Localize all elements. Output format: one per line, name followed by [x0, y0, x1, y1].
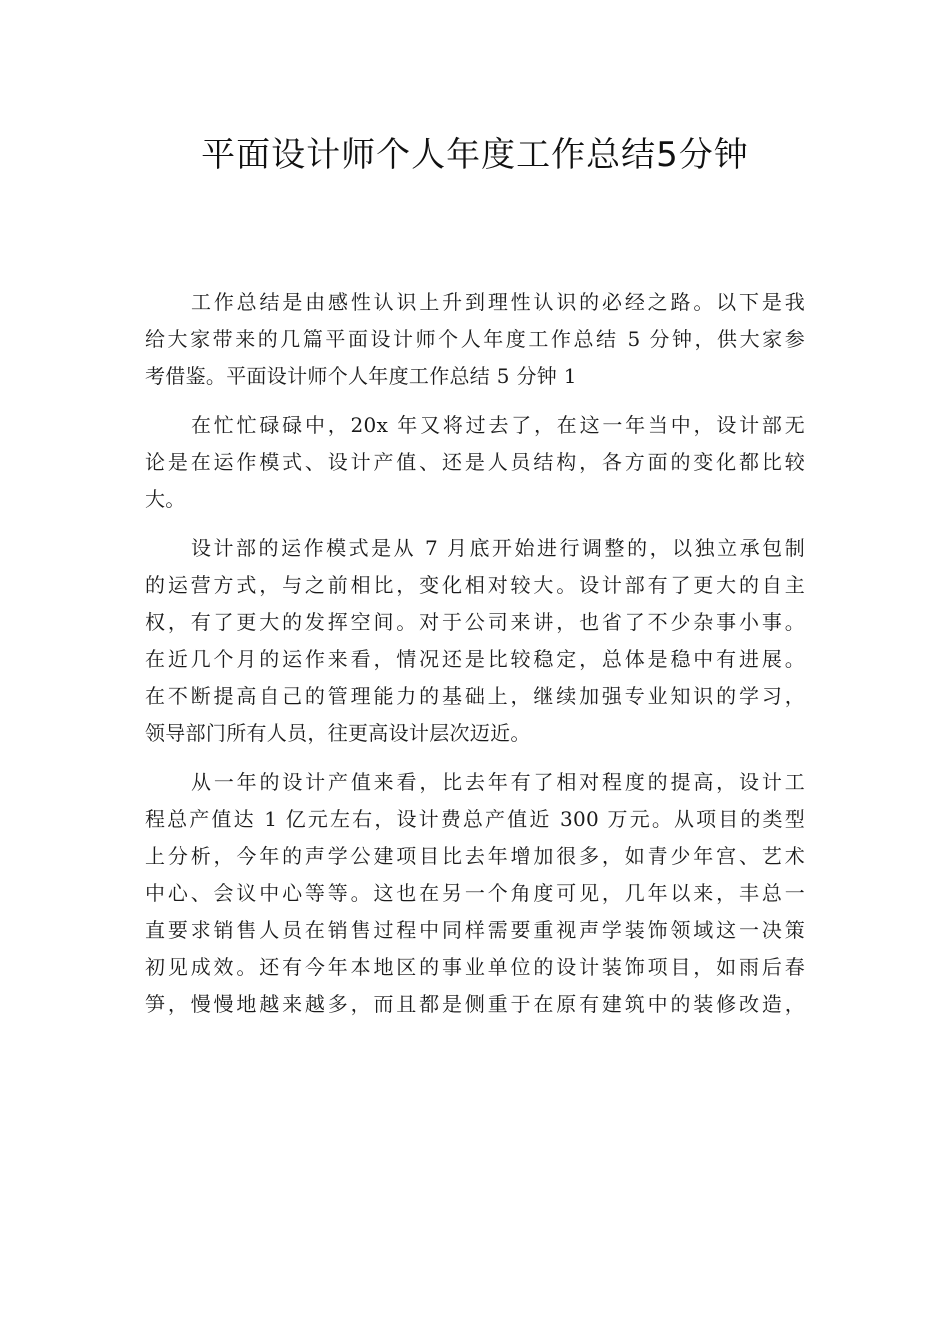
paragraph-line: 在不断提高自己的管理能力的基础上，继续加强专业知识的学习，	[145, 684, 805, 708]
paragraph-line: 给大家带来的几篇平面设计师个人年度工作总结 5 分钟，供大家参	[145, 327, 805, 351]
paragraph-line: 工作总结是由感性认识上升到理性认识的必经之路。以下是我	[191, 290, 805, 314]
paragraph-line: 领导部门所有人员，往更高设计层次迈近。	[145, 721, 531, 745]
paragraph-line: 中心、会议中心等等。这也在另一个角度可见，几年以来，丰总一	[145, 881, 805, 905]
paragraph-line: 考借鉴。平面设计师个人年度工作总结 5 分钟 1	[145, 364, 577, 388]
paragraph-line: 的运营方式，与之前相比，变化相对较大。设计部有了更大的自主	[145, 573, 805, 597]
paragraph-line: 权，有了更大的发挥空间。对于公司来讲，也省了不少杂事小事。	[145, 610, 805, 634]
paragraph-4	[145, 764, 805, 1023]
paragraph-line: 程总产值达 1 亿元左右，设计费总产值近 300 万元。从项目的类型	[145, 807, 805, 831]
paragraph-line: 论是在运作模式、设计产值、还是人员结构，各方面的变化都比较	[145, 450, 805, 474]
paragraph-line: 初见成效。还有今年本地区的事业单位的设计装饰项目，如雨后春	[145, 955, 805, 979]
paragraph-line: 在近几个月的运作来看，情况还是比较稳定，总体是稳中有进展。	[145, 647, 805, 671]
paragraph-2	[145, 407, 805, 518]
paragraph-1	[145, 284, 805, 395]
paragraph-line: 上分析，今年的声学公建项目比去年增加很多，如青少年宫、艺术	[145, 844, 805, 868]
paragraph-line: 在忙忙碌碌中，20x 年又将过去了，在这一年当中，设计部无	[191, 413, 805, 437]
paragraph-line: 设计部的运作模式是从 7 月底开始进行调整的，以独立承包制	[191, 536, 805, 560]
paragraph-line: 直要求销售人员在销售过程中同样需要重视声学装饰领域这一决策	[145, 918, 805, 942]
paragraph-line: 从一年的设计产值来看，比去年有了相对程度的提高，设计工	[191, 770, 805, 794]
document-body	[145, 284, 805, 1035]
paragraph-line: 笋，慢慢地越来越多，而且都是侧重于在原有建筑中的装修改造，	[145, 992, 805, 1016]
paragraph-3	[145, 530, 805, 752]
document-title: 平面设计师个人年度工作总结5分钟	[201, 135, 749, 175]
paragraph-line: 大。	[145, 487, 186, 511]
